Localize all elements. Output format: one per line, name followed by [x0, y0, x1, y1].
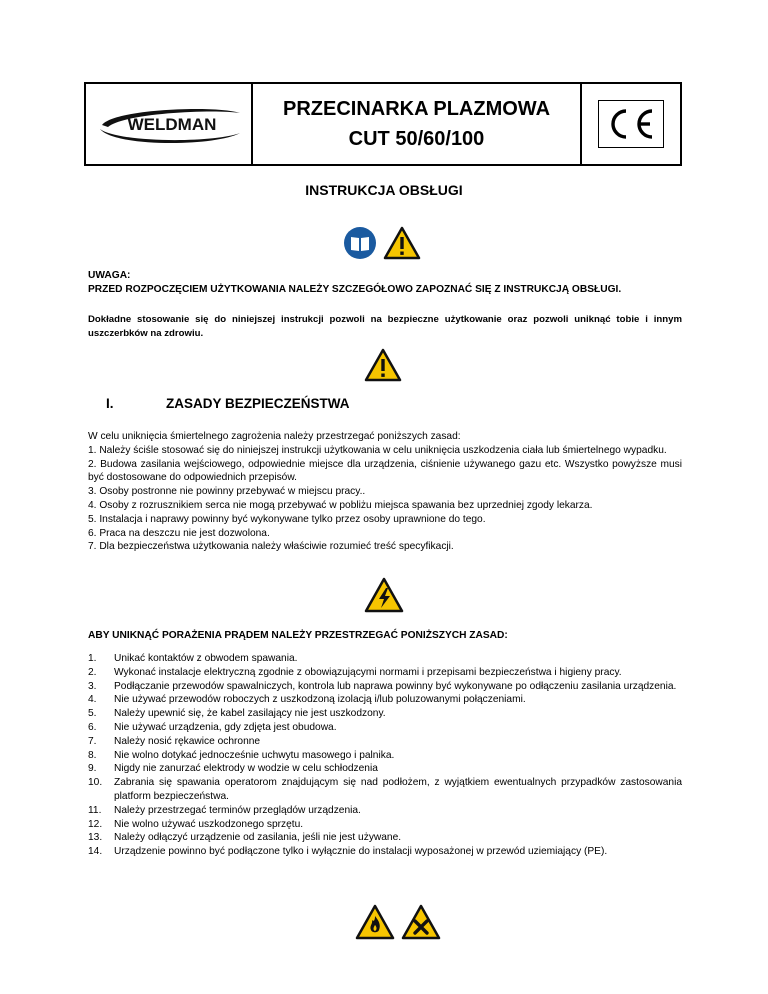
section-number: I. [106, 396, 114, 411]
warning-icon [364, 348, 402, 382]
ce-mark-icon [598, 100, 664, 148]
weldman-logo [94, 103, 244, 145]
document-title: INSTRUKCJA OBSŁUGI [305, 182, 463, 198]
header-box [84, 82, 682, 166]
read-manual-icon [343, 226, 377, 260]
harmful-icon [401, 904, 441, 940]
safety-rules [88, 430, 682, 554]
safety-item: 3. Osoby postronne nie powinny przebywać w miejscu pracy.. [88, 486, 366, 498]
list-item: 2. Wykonać instalacje elektryczną zgodnie z obowiązującymi normami i przepisami bezpieczeństwa i higieny pracy. [88, 666, 622, 678]
logo-text: WELDMAN [127, 115, 216, 134]
list-item: 12. Nie wolno używać uszkodzonego sprzętu. [88, 818, 304, 830]
title-cell [253, 84, 582, 164]
product-title: PRZECINARKA PLAZMOWA [282, 98, 551, 120]
list-item: 11. Należy przestrzegać terminów przeglądów urządzenia. [88, 804, 361, 816]
product-model: CUT 50/60/100 [348, 128, 485, 150]
list-item: 13. Należy odłączyć urządzenie od zasilania, jeśli nie jest używane. [88, 832, 402, 844]
warning-label: UWAGA: [88, 270, 131, 281]
ce-cell [582, 84, 680, 164]
warning-note: Dokładne stosowanie się do niniejszej instrukcji pozwoli na bezpieczne użytkowanie oraz pozwoli uniknąć tobie i innym uszczerbków na zdrowiu. [88, 314, 682, 339]
bottom-icons [355, 904, 441, 940]
electric-rules [88, 652, 682, 859]
safety-item: 7. Dla bezpieczeństwa użytkowania należy właściwie rozumieć treść specyfikacji. [88, 541, 454, 553]
flammable-icon [355, 904, 395, 940]
section-heading [106, 396, 350, 411]
list-item: 4. Nie używać przewodów roboczych z uszkodzoną izolacją i/lub poluzowanymi połączeniami. [88, 694, 526, 706]
list-item: 10. Zabrania się spawania operatorom znajdującym się nad podłożem, z wyjątkiem ewentualnych przypadków zastosowania platform bezpieczeństwa. [88, 777, 682, 802]
list-item: 7. Należy nosić rękawice ochronne [88, 735, 261, 747]
list-item: 9. Nigdy nie zanurzać elektrody w wodzie w celu schłodzenia [88, 763, 378, 775]
safety-item: 4. Osoby z rozrusznikiem serca nie mogą przebywać w pobliżu miejsca spawania bez uprzedniej zgody lekarza. [88, 499, 593, 511]
list-item: 14. Urządzenie powinno być podłączone tylko i wyłącznie do instalacji wyposażonej w przewód uziemiający (PE). [88, 846, 608, 858]
safety-item: 2. Budowa zasilania wejściowego, odpowiednie miejsce dla urządzenia, ciśnienie używanego gazu etc. Wszystko powyższe musi być dostosowane do odpowiednich przepisów. [88, 458, 682, 484]
safety-intro: W celu uniknięcia śmiertelnego zagrożenia należy przestrzegać poniższych zasad: [88, 431, 461, 442]
intro-icons [343, 226, 421, 260]
safety-item: 5. Instalacja i naprawy powinny być wykonywane tylko przez osoby uprawnione do tego. [88, 513, 486, 525]
list-item: 3. Podłączanie przewodów spawalniczych, kontrola lub naprawa powinny być wykonywane po odłączeniu zasilania urządzenia. [88, 680, 677, 692]
list-item: 8. Nie wolno dotykać jednocześnie uchwytu masowego i palnika. [88, 749, 395, 761]
logo-cell [86, 84, 253, 164]
section-title: ZASADY BEZPIECZEŃSTWA [166, 396, 350, 411]
safety-item: 6. Praca na deszczu nie jest dozwolona. [88, 527, 270, 539]
electric-hazard-icon [364, 577, 404, 613]
safety-item: 1. Należy ściśle stosować się do niniejszej instrukcji użytkowania w celu uniknięcia uszkodzenia ciała lub śmiertelnego wypadku. [88, 444, 667, 456]
warning-icon [383, 226, 421, 260]
electric-heading: ABY UNIKNĄĆ PORAŻENIA PRĄDEM NALEŻY PRZESTRZEGAĆ PONIŻSZYCH ZASAD: [88, 630, 508, 641]
list-item: 1. Unikać kontaktów z obwodem spawania. [88, 653, 298, 664]
list-item: 5. Należy upewnić się, że kabel zasilający nie jest uszkodzony. [88, 708, 386, 720]
list-item: 6. Nie używać urządzenia, gdy zdjęta jest obudowa. [88, 721, 337, 733]
warning-text: PRZED ROZPOCZĘCIEM UŻYTKOWANIA NALEŻY SZCZEGÓŁOWO ZAPOZNAĆ SIĘ Z INSTRUKCJĄ OBSŁUGI. [88, 284, 622, 295]
